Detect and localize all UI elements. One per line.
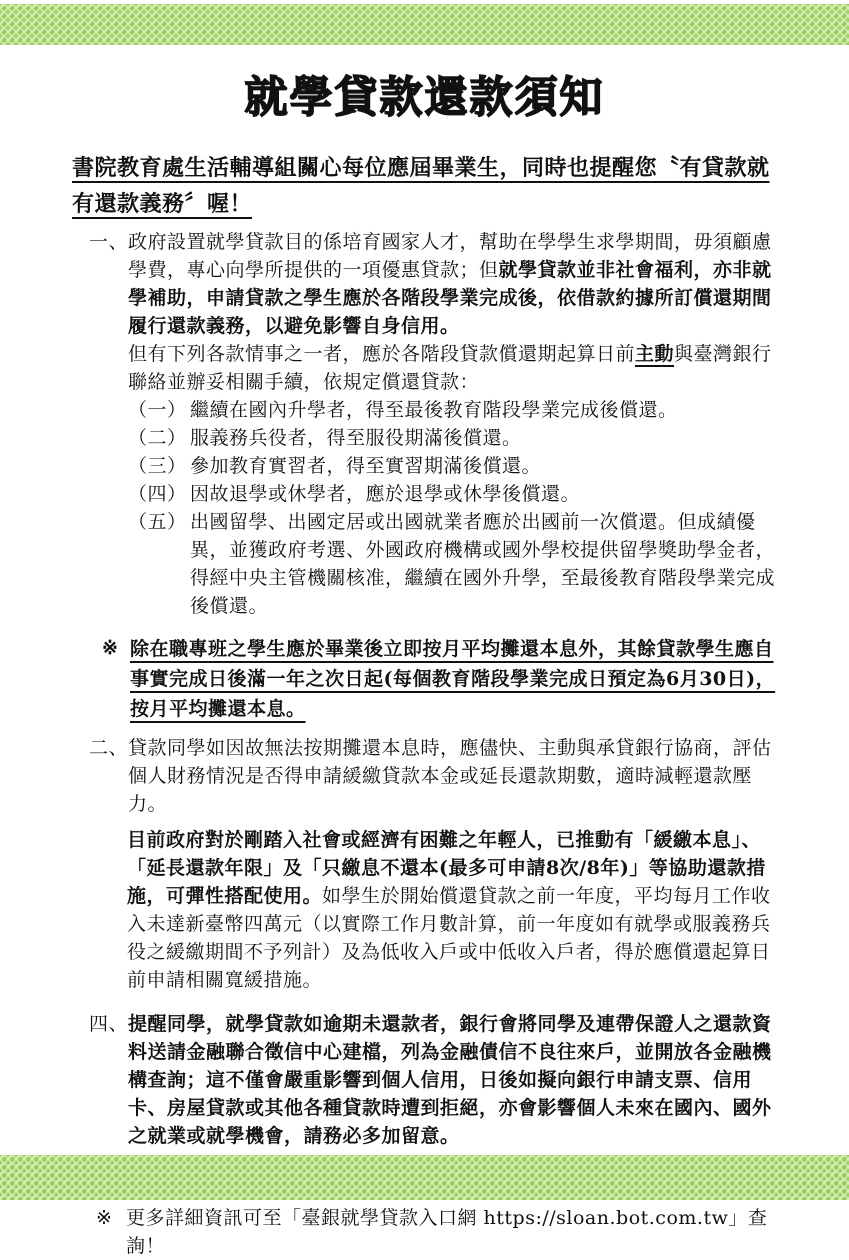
- text-segment-bold: 就學貸款並非社會福利，亦非就學補助，申請貸款之學生應於各階段學業完成後，依借款約據所訂償還期間履行還款義務，以避免影響自身信用。: [128, 259, 772, 337]
- sub-item-2-text: 服義務兵役者，得至服役期滿後償還。: [190, 427, 522, 449]
- footnote-marker: ※: [96, 1207, 113, 1229]
- footnote-website-text: 更多詳細資訊可至「臺銀就學貸款入口網 https://sloan.bot.com.tw」查詢！: [126, 1207, 768, 1257]
- intro-paragraph: 書院教育處生活輔導組關心每位應屆畢業生，同時也提醒您〝有貸款就有還款義務〞喔！: [72, 155, 770, 217]
- sub-item-2-number: （二）: [128, 427, 187, 449]
- page-title: 就學貸款還款須知: [244, 73, 605, 123]
- item-2-number: 二、: [89, 737, 129, 759]
- text-segment: 如學生於開始償還貸款之前一年度，平均每月工作收入未達新臺幣四萬元（以實際工作月數計算，前一年度如有就學或服義務兵役之緩繳期間不予列計）及為低收入戶或中低收入戶者，得於應償還起算日前申請相關寬緩措施。: [127, 885, 771, 991]
- item-1-body: [128, 228, 786, 620]
- item-1-paragraph-2: [128, 340, 786, 396]
- item-4: [72, 1010, 786, 1150]
- item-1: [72, 228, 786, 620]
- sub-item-1: [128, 396, 786, 424]
- item-4-number: 四、: [89, 1013, 129, 1035]
- item-2-body: [128, 734, 786, 818]
- sub-item-5-text: 出國留學、出國定居或出國就業者應於出國前一次償還。但成績優異，並獲政府考選、外國政府機構或國外學校提供留學獎助學金者，得經中央主管機關核准，繼續在國外升學，至最後教育階段學業完成後償還。: [190, 511, 776, 617]
- sub-item-1-number: （一）: [128, 399, 187, 421]
- sub-item-5-number: （五）: [128, 511, 187, 533]
- text-segment: 政府設置就學貸款目的係培育國家人才，幫助在學學生求學期間，毋須顧慮學費，專心向學所提供的一項優惠貸款；但: [128, 231, 772, 281]
- text-segment: 但有下列各款情事之一者，應於各階段貸款償還期起算日前: [128, 343, 636, 365]
- sub-item-3-number: （三）: [128, 455, 187, 477]
- note-text: 除在職專班之學生應於畢業後立即按月平均攤還本息外，其餘貸款學生應自事實完成日後滿一年之次日起(每個教育階段學業完成日預定為6月30日)，按月平均攤還本息。: [130, 638, 776, 720]
- item-4-paragraph: 提醒同學，就學貸款如逾期未還款者，銀行會將同學及連帶保證人之還款資料送請金融聯合徵信中心建檔，列為金融債信不良往來戶，並開放各金融機構查詢；這不僅會嚴重影響到個人信用，日後如擬向銀行申請支票、信用卡、房屋貸款或其他各種貸款時遭到拒絕，亦會影響個人未來在國內、國外之就業或就學機會，請務必多加留意。: [128, 1013, 772, 1147]
- sub-item-4-text: 因故退學或休學者，應於退學或休學後償還。: [190, 483, 581, 505]
- sub-item-1-text: 繼續在國內升學者，得至最後教育階段學業完成後償還。: [190, 399, 678, 421]
- item-4-body: [128, 1010, 786, 1150]
- decorative-scale-border-bottom: [0, 1155, 849, 1200]
- text-segment-emphasis: 主動: [635, 343, 675, 365]
- sub-item-5: [128, 508, 786, 620]
- item-2-paragraph: 貸款同學如因故無法按期攤還本息時，應儘快、主動與承貸銀行協商，評估個人財務情況是否得申請緩繳貸款本金或延長還款期數，適時減輕還款壓力。: [128, 737, 772, 815]
- item-1-paragraph-1: [128, 228, 786, 340]
- sub-item-3-text: 參加教育實習者，得至實習期滿後償還。: [190, 455, 542, 477]
- repayment-note: [102, 634, 786, 724]
- item-2: [72, 734, 786, 818]
- sub-item-4: [128, 480, 786, 508]
- note-marker: ※: [102, 637, 119, 659]
- item-1-number: 一、: [89, 231, 129, 253]
- policy-paragraph: [127, 826, 786, 994]
- sub-item-2: [128, 424, 786, 452]
- footnote-website: [96, 1204, 786, 1260]
- policy-text: [127, 826, 786, 994]
- text-segment-bold: 目前政府對於剛踏入社會或經濟有困難之年輕人，已推動有「緩繳本息」、「延長還款年限」及「只繳息不還本(最多可申請8次/8年)」等協助還款措施，可彈性搭配使用。: [127, 829, 766, 907]
- text-segment: 與臺灣銀行聯絡並辦妥相關手續，依規定償還貸款：: [128, 343, 772, 393]
- decorative-scale-border-top: [0, 4, 849, 45]
- sub-item-3: [128, 452, 786, 480]
- sub-item-4-number: （四）: [128, 483, 187, 505]
- document-body: [72, 150, 786, 1260]
